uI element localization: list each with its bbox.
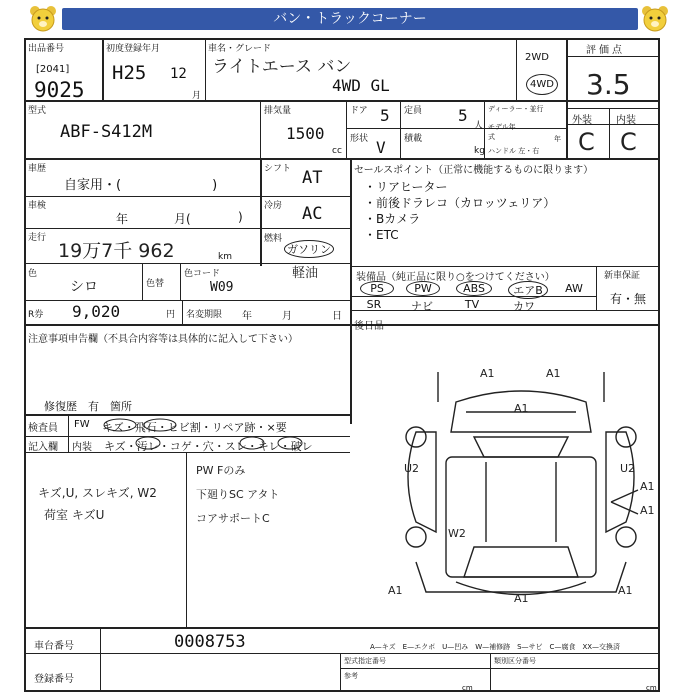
- interior-entry-label: 内装: [72, 442, 92, 453]
- color-code-value: W09: [210, 280, 234, 295]
- model-year-label: モデル年式: [488, 123, 516, 141]
- after-parts-label: 後日品: [354, 321, 384, 332]
- lot-number: 9025: [34, 78, 85, 102]
- mileage-value: 19万7千 962: [58, 240, 175, 262]
- color-label: 色: [28, 269, 38, 279]
- handwritten-note: 荷室 キズU: [44, 508, 105, 522]
- handwritten-note: キズ,U, スレキズ, W2: [38, 486, 157, 500]
- fw-label: FW: [74, 419, 90, 430]
- displacement-label: 排気量: [264, 106, 292, 116]
- history-value: 自家用・( ): [64, 178, 218, 193]
- damage-legend: A—キズ E—エクボ U—凹み W—補修跡 S—サビ C—腐食 XX—交換済: [370, 643, 621, 651]
- first-reg-label: 初度登録年月: [106, 44, 161, 54]
- name-change-day: 日: [332, 311, 342, 322]
- load-unit: kg: [474, 146, 485, 156]
- drive-2wd: 2WD: [525, 52, 549, 63]
- chassis-number: 0008753: [174, 632, 246, 652]
- equip-ps-circled: PS: [360, 281, 394, 296]
- sales-point-item: ・前後ドラレコ（カロッツェリア）: [364, 196, 556, 210]
- damage-mark: A1: [514, 402, 529, 415]
- entry-label: 記入欄: [28, 442, 58, 453]
- recycle-label: R券: [28, 310, 44, 320]
- body-outline: [446, 457, 596, 577]
- damage-mark: A1: [514, 592, 529, 605]
- equip-leather: カワ: [513, 300, 535, 313]
- damage-mark: U2: [620, 462, 636, 475]
- equip-aw: AW: [565, 282, 583, 295]
- mileage-label: 走行: [28, 233, 47, 243]
- bear-mascot-icon: [28, 4, 58, 34]
- reference-label: 参考: [344, 672, 358, 680]
- dealer-label: ディーラー・並行: [488, 105, 544, 113]
- drive-4wd-circled: 4WD: [526, 74, 558, 95]
- interior-label: 内装: [616, 115, 636, 126]
- exterior-label: 外装: [572, 115, 592, 126]
- displacement-value: 1500: [286, 124, 325, 143]
- type-label: 型式: [28, 106, 47, 116]
- sales-point-item: ・ETC: [364, 228, 399, 242]
- interior-score: C: [620, 128, 637, 156]
- registration-label: 登録番号: [34, 674, 74, 685]
- cm-unit: cm: [462, 684, 473, 692]
- doors-value: 5: [380, 106, 390, 125]
- capacity-unit: 人: [474, 121, 484, 131]
- recycle-value: 9,020: [72, 302, 121, 321]
- chassis-label: 車台番号: [34, 641, 74, 652]
- damage-mark: A1: [618, 584, 633, 597]
- recycle-unit: 円: [166, 310, 176, 320]
- displacement-unit: cc: [332, 146, 342, 156]
- inspection-year: 年: [116, 212, 129, 226]
- circle-marks: [100, 414, 350, 452]
- inspection-suffix: ): [238, 210, 243, 224]
- name-change-label: 名変期限: [186, 310, 223, 320]
- equip-navi: ナビ: [411, 300, 433, 313]
- shape-label: 形状: [350, 134, 369, 144]
- bear-mascot-icon: [640, 4, 670, 34]
- first-reg-month: 12: [170, 66, 187, 82]
- sales-points-label: セールスポイント（正常に機能するものに限ります）: [354, 165, 594, 176]
- equip-abs-circled: ABS: [456, 281, 492, 296]
- shift-label: シフト: [264, 164, 292, 174]
- score-value: 3.5: [586, 68, 631, 101]
- notes-label: 注意事項申告欄（不具合内容等は具体的に記入して下さい）: [28, 334, 298, 345]
- model-year-unit: 年: [554, 135, 561, 143]
- fuel-label: 燃料: [264, 234, 283, 244]
- fuel-diesel: 軽油: [292, 266, 319, 281]
- handwritten-note: 下廻りSC アタト: [196, 488, 280, 501]
- car-damage-diagram: [386, 362, 656, 627]
- repair-history: 修復歴 有 箇所: [44, 400, 132, 413]
- shift-value: AT: [302, 168, 323, 188]
- equipment-label: 装備品（純正品に限り○をつけてください）: [356, 272, 555, 283]
- name-change-year: 年: [242, 311, 252, 322]
- sales-point-item: ・リアヒーター: [364, 180, 448, 194]
- score-label: 評価点: [586, 45, 625, 56]
- damage-mark: A1: [640, 504, 655, 517]
- name-label: 車名・グレード: [208, 44, 272, 54]
- equip-sr: SR: [366, 298, 382, 311]
- cm-unit: cm: [646, 684, 657, 692]
- lot-sub: [2041]: [36, 64, 70, 75]
- shape-value: V: [376, 138, 386, 157]
- load-label: 積載: [404, 134, 423, 144]
- aircon-value: AC: [302, 204, 323, 224]
- color-value: シロ: [70, 279, 98, 295]
- doors-label: ドア: [350, 106, 368, 116]
- damage-marks: [388, 367, 655, 605]
- aircon-label: 冷房: [264, 201, 283, 211]
- exterior-score: C: [578, 128, 595, 156]
- car-model: ライトエース バン: [212, 57, 352, 77]
- inspection-label: 車検: [28, 201, 47, 211]
- new-car-warranty-value: 有・無: [610, 292, 647, 306]
- equip-tv: TV: [464, 298, 480, 311]
- capacity-label: 定員: [404, 106, 423, 116]
- class-number-label: 類別区分番号: [494, 657, 536, 665]
- damage-mark: U2: [404, 462, 420, 475]
- equip-pw-circled: PW: [406, 281, 440, 296]
- damage-mark: A1: [546, 367, 561, 380]
- damage-mark: A1: [480, 367, 495, 380]
- type-value: ABF-S412M: [60, 122, 153, 142]
- inspection-month: 月(: [174, 212, 191, 226]
- lot-label: 出品番号: [28, 44, 65, 54]
- equip-airbag-circled: エアB: [508, 281, 548, 299]
- interior-items: キズ・汚レ・コゲ・穴・スレ・キレ・破レ: [104, 440, 313, 453]
- color-code-label: 色コード: [184, 269, 221, 279]
- damage-mark: W2: [448, 527, 466, 540]
- handwritten-note: コアサポートC: [196, 512, 270, 525]
- rear-window-outline: [464, 547, 578, 577]
- mileage-unit: km: [218, 252, 232, 262]
- damage-mark: A1: [640, 480, 655, 493]
- first-reg-month-unit: 月: [192, 91, 202, 101]
- first-reg-era: H25: [112, 62, 147, 84]
- damage-mark: A1: [388, 584, 403, 597]
- sales-point-item: ・Bカメラ: [364, 212, 421, 226]
- handwritten-note: PW Fのみ: [196, 464, 246, 477]
- capacity-value: 5: [458, 106, 468, 125]
- fuel-gasoline-circled: ガソリン: [284, 240, 334, 258]
- page-header: バン・トラックコーナー: [62, 8, 638, 30]
- color-change-label: 色替: [146, 279, 165, 289]
- new-car-warranty-label: 新車保証: [604, 271, 641, 281]
- windshield-outline: [474, 437, 568, 457]
- type-designation-label: 型式指定番号: [344, 657, 386, 665]
- fw-items: キズ・飛石・ヒビ割・リペア跡・×要: [102, 421, 287, 434]
- history-label: 車歴: [28, 164, 47, 174]
- car-grade: 4WD GL: [332, 76, 390, 95]
- handle-label: ハンドル 左・右: [488, 147, 540, 155]
- inspector-label: 検査員: [28, 423, 58, 434]
- name-change-month: 月: [282, 311, 292, 322]
